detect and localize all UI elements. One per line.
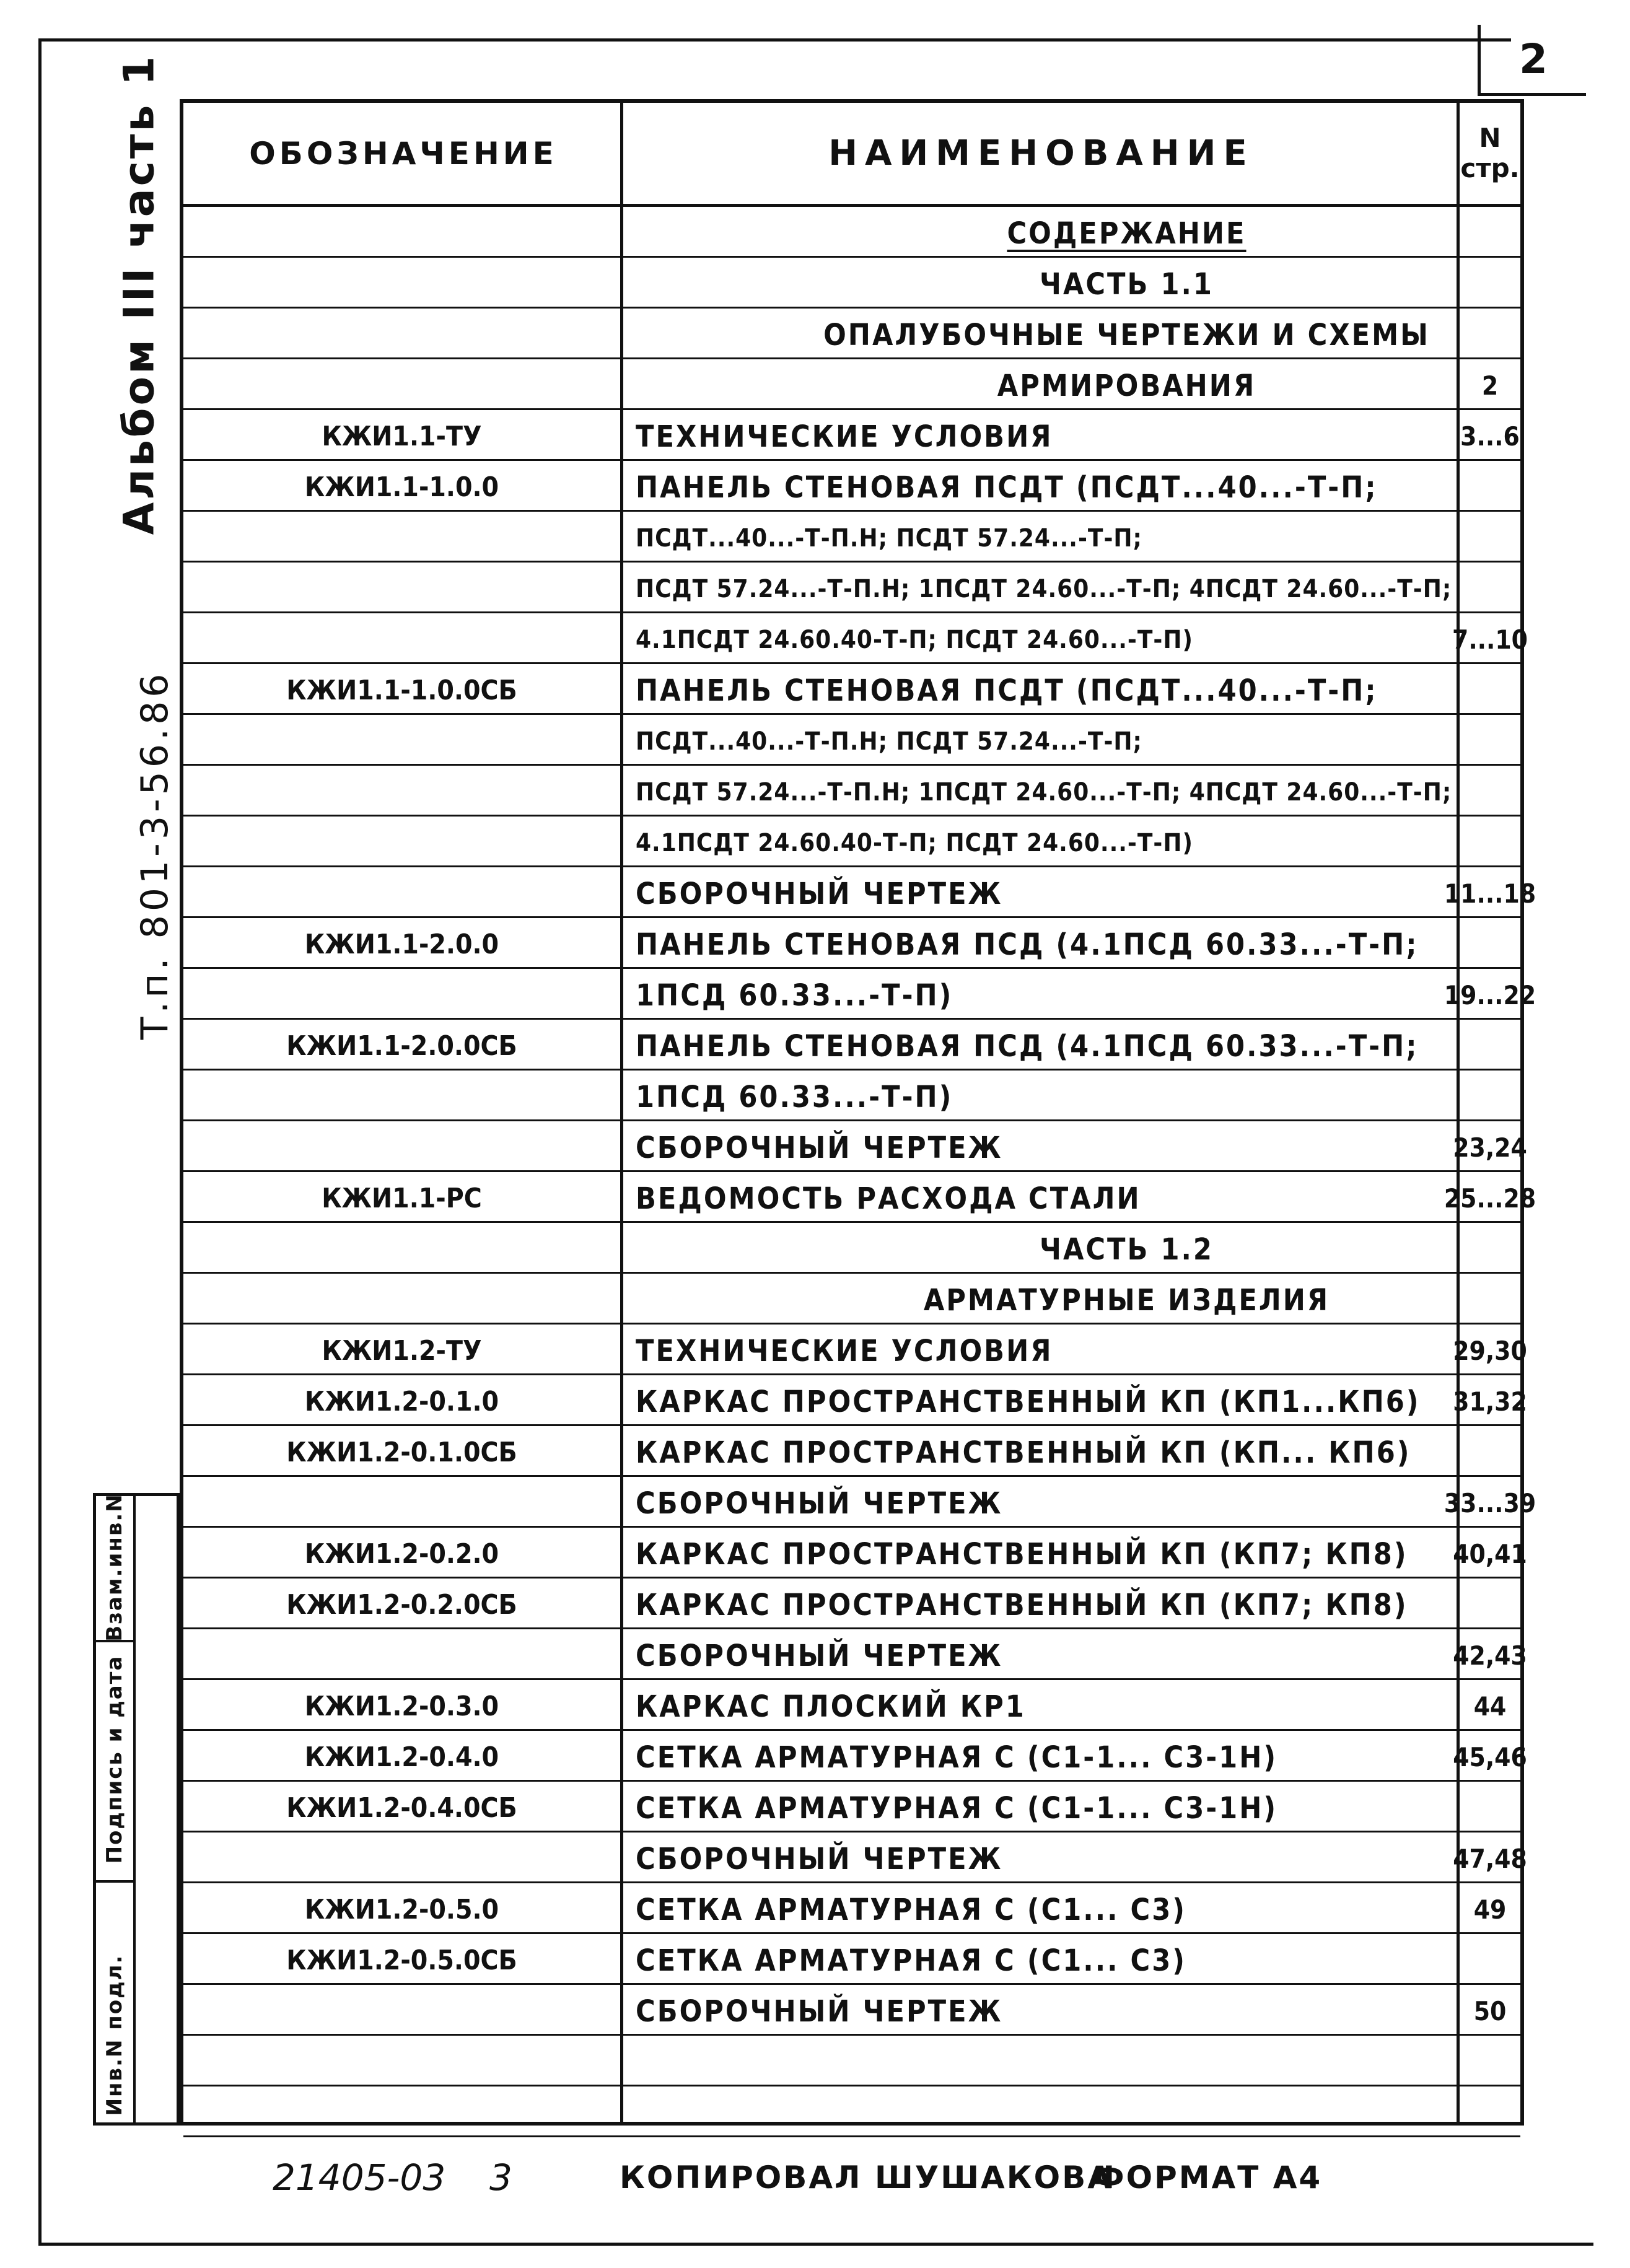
table-row (183, 1426, 1520, 1477)
row-title-text: ПАНЕЛЬ СТЕНОВАЯ ПСД (4.1ПСД 60.33...-Т-П; (636, 1028, 1419, 1064)
row-pages (1460, 563, 1520, 615)
contents-table (180, 99, 1536, 2126)
row-designation: КЖИ1.2-0.1.0 (304, 1386, 499, 1417)
frame-top-line (38, 38, 1511, 42)
row-pages: 42,43 (1453, 1640, 1527, 1671)
row-designation (183, 1274, 620, 1326)
footer-number: 21405-03 (273, 2156, 446, 2199)
row-pages (1460, 766, 1520, 818)
table-row (183, 1172, 1536, 1223)
row-pages (1460, 309, 1520, 361)
table-row (183, 1782, 1520, 1832)
row-title-text: СБОРОЧНЫЙ ЧЕРТЕЖ (636, 1130, 1003, 1165)
table-row (183, 1731, 1527, 1782)
row-designation (183, 766, 620, 818)
table-row (183, 1020, 1520, 1071)
row-designation: КЖИ1.2-0.5.0 (304, 1894, 499, 1925)
row-title-text: 1ПСД 60.33...-Т-П) (636, 978, 953, 1013)
row-title-text: ПСДТ 57.24...-Т-П.Н; 1ПСДТ 24.60...-Т-П; 4ПСДТ 24.60...-Т-П; (636, 777, 1452, 807)
stamp-divider (133, 1496, 136, 2122)
row-pages: 25...28 (1444, 1183, 1536, 1214)
table-row (183, 563, 1520, 613)
row-pages: 2 (1481, 370, 1499, 401)
row-pages (1460, 207, 1520, 260)
row-designation (183, 817, 620, 869)
table-row (183, 410, 1520, 461)
table-row (183, 1071, 1520, 1121)
row-designation (183, 715, 620, 768)
table-row (183, 512, 1520, 563)
row-pages (1460, 461, 1520, 514)
row-title-text: ТЕХНИЧЕСКИЕ УСЛОВИЯ (636, 419, 1053, 454)
series-label: Т.п. 801-3-56.86 (133, 670, 177, 1040)
row-pages: 19...22 (1444, 980, 1536, 1010)
row-pages: 45,46 (1453, 1742, 1527, 1772)
row-title-text: СБОРОЧНЫЙ ЧЕРТЕЖ (636, 1994, 1003, 2029)
row-designation: КЖИ1.2-0.3.0 (304, 1691, 499, 1722)
row-title-text: ПСДТ...40...-Т-П.Н; ПСДТ 57.24...-Т-П; (636, 727, 1142, 756)
table-row (183, 1223, 1520, 1274)
stamp-divider (96, 1880, 133, 1883)
row-designation: КЖИ1.2-ТУ (322, 1335, 482, 1367)
footer-copied: КОПИРОВАЛ ШУШАКОВА (620, 2160, 1113, 2196)
footer-format: ФОРМАТ А4 (1093, 2160, 1323, 2196)
row-pages: 11...18 (1444, 878, 1536, 909)
row-designation: КЖИ1.1-ТУ (322, 421, 482, 452)
row-title-text: ЧАСТЬ 1.1 (1040, 266, 1214, 302)
table-row (183, 766, 1520, 817)
row-title-text: ВЕДОМОСТЬ РАСХОДА СТАЛИ (636, 1181, 1141, 1216)
row-designation (183, 207, 620, 260)
row-pages: 23,24 (1453, 1132, 1527, 1163)
table-row (183, 817, 1520, 867)
row-pages: 3...6 (1460, 421, 1520, 452)
row-pages: 47,48 (1453, 1844, 1527, 1874)
approval-stamp (93, 1493, 180, 2126)
row-designation (183, 359, 620, 412)
row-pages (1460, 1223, 1520, 1276)
header-pages-n: N (1479, 123, 1501, 154)
stamp-signature-label: Подпись и дата (102, 1655, 127, 1864)
row-pages (1460, 1426, 1520, 1479)
table-row (183, 715, 1520, 766)
row-pages (1460, 1578, 1520, 1631)
row-title-text: КАРКАС ПРОСТРАНСТВЕННЫЙ КП (КП... КП6) (636, 1435, 1411, 1470)
row-designation (183, 1071, 620, 1123)
table-row (183, 1121, 1527, 1172)
row-pages (1460, 2086, 1520, 2139)
table-row (183, 1477, 1536, 1528)
row-title-text: ПСДТ...40...-Т-П.Н; ПСДТ 57.24...-Т-П; (636, 523, 1142, 553)
row-designation (183, 512, 620, 564)
header-pages-str: стр. (1460, 152, 1520, 183)
row-designation (183, 2086, 620, 2139)
row-pages (1460, 918, 1520, 971)
row-designation: КЖИ1.1-1.0.0 (304, 471, 499, 503)
row-designation (183, 1477, 620, 1530)
table-row (183, 969, 1536, 1020)
row-designation (183, 1832, 620, 1885)
row-title-text: СОДЕРЖАНИЕ (1007, 216, 1247, 251)
table-row (183, 1680, 1520, 1731)
row-title-text: КАРКАС ПРОСТРАНСТВЕННЫЙ КП (КП7; КП8) (636, 1587, 1408, 1622)
row-title-text: СЕТКА АРМАТУРНАЯ С (С1... С3) (636, 1943, 1187, 1978)
row-designation: КЖИ1.1-2.0.0 (304, 929, 499, 960)
row-pages (1460, 512, 1520, 564)
table-row (183, 1934, 1520, 1985)
row-designation (183, 1121, 620, 1174)
row-designation: КЖИ1.2-0.4.0СБ (286, 1792, 517, 1824)
footer-sheet: 3 (489, 2156, 512, 2199)
row-title-text: 4.1ПСДТ 24.60.40-Т-П; ПСДТ 24.60...-Т-П) (636, 828, 1193, 857)
row-title-text: ПСДТ 57.24...-Т-П.Н; 1ПСДТ 24.60...-Т-П; 4ПСДТ 24.60...-Т-П; (636, 574, 1452, 603)
row-pages (1460, 1782, 1520, 1834)
row-title-text: ТЕХНИЧЕСКИЕ УСЛОВИЯ (636, 1333, 1053, 1368)
header-designation: ОБОЗНАЧЕНИЕ (183, 103, 623, 207)
table-row (183, 1528, 1527, 1578)
row-pages (1460, 258, 1520, 310)
row-title-text: ПАНЕЛЬ СТЕНОВАЯ ПСДТ (ПСДТ...40...-Т-П; (636, 673, 1378, 708)
row-pages: 7...10 (1452, 624, 1528, 655)
table-row (183, 613, 1528, 664)
table-row (183, 664, 1520, 715)
row-title-text: ЧАСТЬ 1.2 (1040, 1232, 1214, 1267)
row-title-text: СБОРОЧНЫЙ ЧЕРТЕЖ (636, 876, 1003, 911)
table-row (183, 207, 1520, 258)
row-title-text: 4.1ПСДТ 24.60.40-Т-П; ПСДТ 24.60...-Т-П) (636, 625, 1193, 654)
row-title-text: КАРКАС ПРОСТРАНСТВЕННЫЙ КП (КП1...КП6) (636, 1384, 1421, 1419)
frame-left-line (38, 38, 42, 2244)
row-pages (1460, 715, 1520, 768)
row-pages: 44 (1473, 1691, 1507, 1722)
table-row (183, 2086, 1520, 2137)
row-pages (1460, 1020, 1520, 1072)
stamp-replace-label: Взам.инв.N (102, 1493, 127, 1642)
row-title-text: 1ПСД 60.33...-Т-П) (636, 1079, 953, 1114)
row-designation (183, 258, 620, 310)
row-pages (1460, 2036, 1520, 2088)
row-title-text: СБОРОЧНЫЙ ЧЕРТЕЖ (636, 1841, 1003, 1876)
row-pages: 29,30 (1453, 1336, 1527, 1366)
row-pages (1460, 664, 1520, 717)
table-row (183, 1578, 1520, 1629)
row-designation: КЖИ1.2-0.2.0СБ (286, 1589, 517, 1621)
row-designation (183, 969, 620, 1022)
row-title-text: СЕТКА АРМАТУРНАЯ С (С1-1... С3-1Н) (636, 1790, 1278, 1826)
row-designation: КЖИ1.2-0.2.0 (304, 1538, 499, 1570)
row-title-text: ОПАЛУБОЧНЫЕ ЧЕРТЕЖИ И СХЕМЫ (823, 317, 1430, 352)
row-title-text: ПАНЕЛЬ СТЕНОВАЯ ПСДТ (ПСДТ...40...-Т-П; (636, 470, 1378, 505)
row-pages: 33...39 (1444, 1488, 1536, 1518)
row-pages: 31,32 (1453, 1386, 1527, 1417)
row-title-text: СБОРОЧНЫЙ ЧЕРТЕЖ (636, 1486, 1003, 1521)
row-pages (1460, 817, 1520, 869)
stamp-inv-label: Инв.N подл. (102, 1954, 127, 2116)
row-designation: КЖИ1.2-0.1.0СБ (286, 1437, 517, 1468)
row-title-text: СЕТКА АРМАТУРНАЯ С (С1... С3) (636, 1892, 1187, 1927)
row-designation (183, 2036, 620, 2088)
row-title-text: АРМАТУРНЫЕ ИЗДЕЛИЯ (923, 1282, 1330, 1318)
page-number: 2 (1478, 25, 1586, 96)
header-pages (1460, 103, 1520, 207)
row-designation: КЖИ1.1-1.0.0СБ (286, 675, 517, 706)
table-row (183, 918, 1520, 969)
row-title-text: КАРКАС ПЛОСКИЙ КР1 (636, 1689, 1026, 1724)
row-designation (183, 563, 620, 615)
album-label: Альбом III часть 1 (115, 53, 164, 535)
row-pages: 50 (1473, 1996, 1507, 2026)
row-designation (183, 309, 620, 361)
frame-bottom-line (38, 2243, 1593, 2246)
table-row (183, 359, 1520, 410)
row-designation (183, 613, 620, 666)
row-designation (183, 1985, 620, 2038)
row-title-text: СБОРОЧНЫЙ ЧЕРТЕЖ (636, 1638, 1003, 1673)
row-pages: 49 (1473, 1894, 1507, 1925)
table-row (183, 2036, 1520, 2086)
row-designation: КЖИ1.2-0.5.0СБ (286, 1945, 517, 1976)
table-row (183, 1375, 1527, 1426)
row-title-text: СЕТКА АРМАТУРНАЯ С (С1-1... С3-1Н) (636, 1740, 1278, 1775)
table-row (183, 1985, 1520, 2036)
header-name: НАИМЕНОВАНИЕ (623, 103, 1460, 207)
row-designation (183, 1223, 620, 1276)
row-designation (183, 1629, 620, 1682)
table-row (183, 461, 1520, 512)
table-row (183, 309, 1520, 359)
table-row (183, 1274, 1520, 1324)
row-pages (1460, 1071, 1520, 1123)
table-row (183, 867, 1536, 918)
row-designation: КЖИ1.2-0.4.0 (304, 1741, 499, 1773)
row-pages (1460, 1274, 1520, 1326)
table-row (183, 258, 1520, 309)
row-pages: 40,41 (1453, 1539, 1527, 1569)
row-title-text: АРМИРОВАНИЯ (997, 368, 1256, 403)
row-designation (183, 867, 620, 920)
row-designation: КЖИ1.1-2.0.0СБ (286, 1030, 517, 1062)
table-row (183, 1629, 1527, 1680)
row-pages (1460, 1934, 1520, 1987)
row-title-text: ПАНЕЛЬ СТЕНОВАЯ ПСД (4.1ПСД 60.33...-Т-П; (636, 927, 1419, 962)
table-row (183, 1832, 1527, 1883)
row-title-text: КАРКАС ПРОСТРАНСТВЕННЫЙ КП (КП7; КП8) (636, 1536, 1408, 1572)
table-row (183, 1324, 1527, 1375)
row-designation: КЖИ1.1-РС (322, 1183, 482, 1214)
table-row (183, 1883, 1520, 1934)
